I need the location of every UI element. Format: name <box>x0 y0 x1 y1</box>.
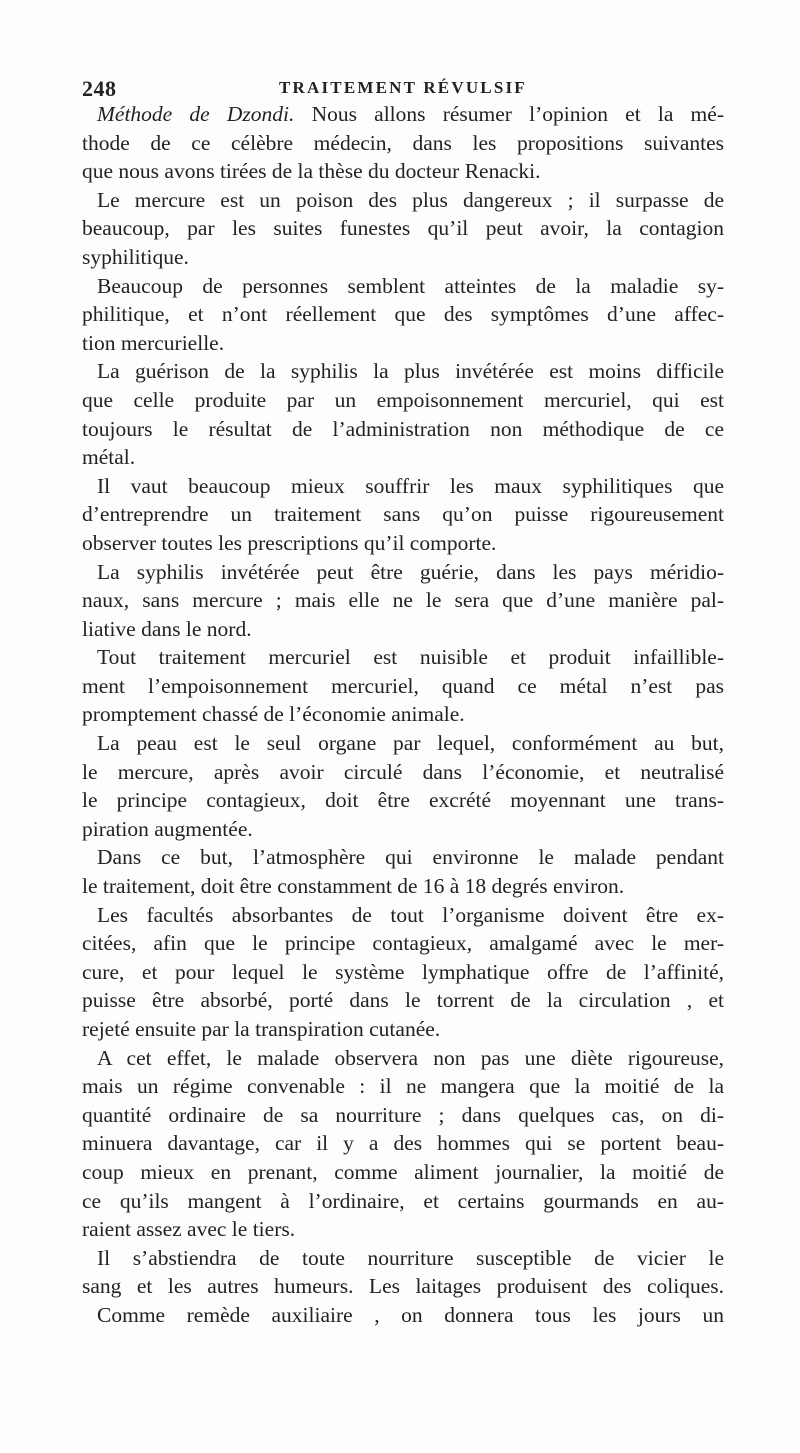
line-text: observer toutes les prescriptions qu’il comporte. <box>82 530 497 555</box>
text-line <box>82 1244 724 1273</box>
text-line <box>82 986 724 1015</box>
section-lead: Méthode de Dzondi. <box>97 102 295 126</box>
text-line <box>82 1101 724 1130</box>
text-line <box>82 558 724 587</box>
text-line <box>82 100 724 129</box>
line-text: citées, afin que le principe contagieux, amalgamé avec le mer- <box>82 931 724 956</box>
line-text: minuera davantage, car il y a des hommes qui se portent beau- <box>82 1131 724 1156</box>
text-line <box>82 1187 724 1216</box>
line-text: que celle produite par un empoisonnement mercuriel, qui est <box>82 387 724 412</box>
line-text: La peau est le seul organe par lequel, conformément au but, <box>97 731 724 756</box>
text-line <box>82 129 724 158</box>
line-text: cure, et pour lequel le système lymphatique offre de l’affinité, <box>82 959 724 984</box>
text-line <box>82 1301 724 1330</box>
line-text: Il s’abstiendra de toute nourriture susceptible de vicier le <box>97 1245 724 1270</box>
text-line <box>82 186 724 215</box>
line-text: tion mercurielle. <box>82 330 225 355</box>
line-text: Nous allons résumer l’opinion et la mé- <box>294 102 724 126</box>
text-line <box>82 529 724 558</box>
line-text: La syphilis invétérée peut être guérie, dans les pays méridio- <box>97 559 724 584</box>
line-text: le traitement, doit être constamment de 16 à 18 degrés environ. <box>82 874 625 899</box>
line-text: A cet effet, le malade observera non pas une diète rigoureuse, <box>97 1045 724 1070</box>
text-line <box>82 643 724 672</box>
line-text: Les facultés absorbantes de tout l’organisme doivent être ex- <box>97 902 724 927</box>
running-title: TRAITEMENT RÉVULSIF <box>279 78 527 97</box>
text-line <box>82 214 724 243</box>
text-line <box>82 1044 724 1073</box>
line-text: piration augmentée. <box>82 816 253 841</box>
text-line <box>82 272 724 301</box>
line-text: rejeté ensuite par la transpiration cutanée. <box>82 1017 441 1041</box>
text-line <box>82 415 724 444</box>
line-text: Beaucoup de personnes semblent atteintes de la maladie sy- <box>97 273 724 298</box>
text-line <box>82 958 724 987</box>
text-line <box>82 243 724 272</box>
text-line <box>82 843 724 872</box>
text-line <box>82 300 724 329</box>
line-text: mais un régime convenable : il ne mangera que la moitié de la <box>82 1074 724 1099</box>
text-line <box>82 786 724 815</box>
line-text: Le mercure est un poison des plus dangereux ; il surpasse de <box>97 187 724 212</box>
text-line <box>82 1072 724 1101</box>
line-text: thode de ce célèbre médecin, dans les propositions suivantes <box>82 130 724 155</box>
text-line <box>82 758 724 787</box>
text-line <box>82 157 724 186</box>
line-text: toujours le résultat de l’administration non méthodique de ce <box>82 416 724 441</box>
text-line <box>82 386 724 415</box>
line-text: liative dans le nord. <box>82 616 252 641</box>
line-text: Dans ce but, l’atmosphère qui environne le malade pendant <box>97 845 724 870</box>
line-text: sang et les autres humeurs. Les laitages produisent des coliques. <box>82 1274 724 1299</box>
text-line <box>82 1272 724 1301</box>
line-text: ment l’empoisonnement mercuriel, quand ce métal n’est pas <box>82 673 724 698</box>
line-text: Il vaut beaucoup mieux souffrir les maux syphilitiques que <box>97 473 724 498</box>
line-text: philitique, et n’ont réellement que des symptômes d’une affec- <box>82 302 724 327</box>
line-text: syphilitique. <box>82 244 189 269</box>
line-text: métal. <box>82 445 136 470</box>
line-text: beaucoup, par les suites funestes qu’il peut avoir, la contagion <box>82 216 724 241</box>
text-line <box>82 1129 724 1158</box>
text-line <box>82 672 724 701</box>
line-text: Comme remède auxiliaire , on donnera tous les jours un <box>97 1302 724 1327</box>
text-line <box>82 729 724 758</box>
text-line <box>82 500 724 529</box>
text-line <box>82 929 724 958</box>
text-line <box>82 443 724 472</box>
line-text: le mercure, après avoir circulé dans l’économie, et neutralisé <box>82 759 724 784</box>
line-text: naux, sans mercure ; mais elle ne le sera que d’une manière pal- <box>82 588 724 613</box>
line-text: La guérison de la syphilis la plus invétérée est moins difficile <box>97 359 724 384</box>
text-line <box>82 586 724 615</box>
body-text <box>82 100 724 1330</box>
line-text: ce qu’ils mangent à l’ordinaire, et certains gourmands en au- <box>82 1188 724 1213</box>
text-line <box>82 815 724 844</box>
line-text: raient assez avec le tiers. <box>82 1217 296 1242</box>
page-number: 248 <box>82 76 117 101</box>
text-line <box>82 1215 724 1244</box>
text-line <box>82 1015 724 1044</box>
text-line <box>82 1158 724 1187</box>
line-text: puisse être absorbé, porté dans le torrent de la circulation , et <box>82 988 724 1013</box>
line-text: d’entreprendre un traitement sans qu’on puisse rigoureusement <box>82 502 724 527</box>
line-text: le principe contagieux, doit être excrété moyennant une trans- <box>82 788 724 813</box>
text-line <box>82 615 724 644</box>
text-line <box>82 329 724 358</box>
line-text: Tout traitement mercuriel est nuisible et produit infaillible- <box>97 645 724 670</box>
text-line <box>82 872 724 901</box>
text-line <box>82 700 724 729</box>
line-text: coup mieux en prenant, comme aliment journalier, la moitié de <box>82 1159 724 1184</box>
text-line <box>82 901 724 930</box>
text-line <box>82 472 724 501</box>
text-line <box>82 357 724 386</box>
line-text: promptement chassé de l’économie animale. <box>82 702 465 727</box>
line-text: que nous avons tirées de la thèse du docteur Renacki. <box>82 159 541 184</box>
line-text: quantité ordinaire de sa nourriture ; dans quelques cas, on di- <box>82 1102 724 1127</box>
